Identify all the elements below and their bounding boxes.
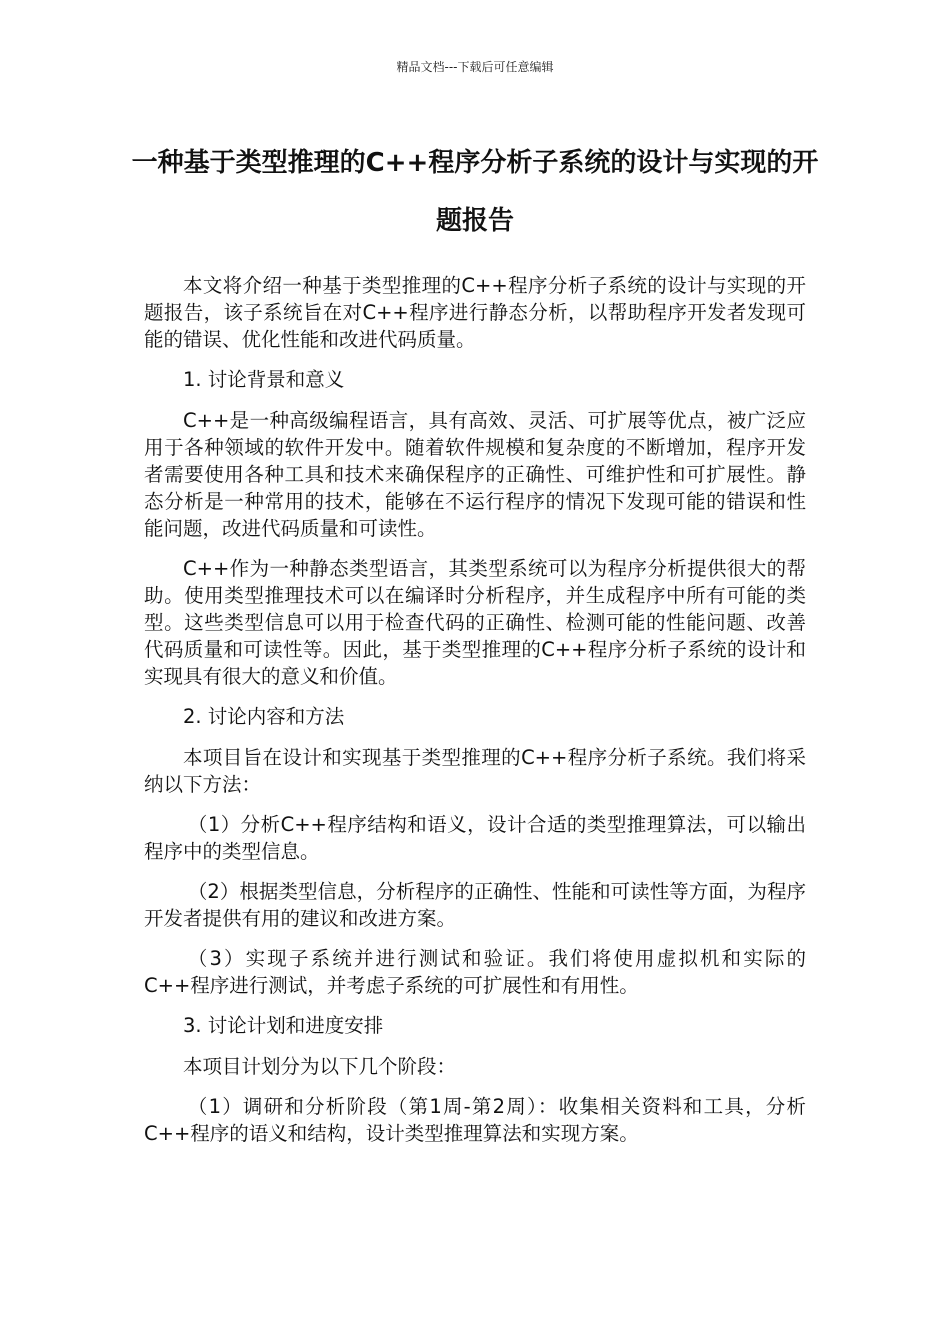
methods-item-3: （3）实现子系统并进行测试和验证。我们将使用虚拟机和实际的C++程序进行测试，并考虑子系统的可扩展性和有用性。: [144, 947, 806, 997]
background-paragraph-2: C++作为一种静态类型语言，其类型系统可以为程序分析提供很大的帮助。使用类型推理技术可以在编译时分析程序，并生成程序中所有可能的类型。这些类型信息可以用于检查代码的正确性、检测可能的性能问题、改善代码质量和可读性等。因此，基于类型推理的C++程序分析子系统的设计和实现具有很大的意义和价值。: [144, 557, 806, 688]
methods-intro-paragraph: 本项目旨在设计和实现基于类型推理的C++程序分析子系统。我们将采纳以下方法：: [144, 746, 806, 796]
methods-item-2: （2）根据类型信息，分析程序的正确性、性能和可读性等方面，为程序开发者提供有用的建议和改进方案。: [144, 880, 806, 930]
header-note: 精品文档---下载后可任意编辑: [396, 60, 554, 74]
methods-item-1: （1）分析C++程序结构和语义，设计合适的类型推理算法，可以输出程序中的类型信息。: [144, 813, 806, 863]
section-heading-background: 1. 讨论背景和意义: [183, 368, 345, 391]
section-heading-schedule: 3. 讨论计划和进度安排: [183, 1014, 384, 1037]
section-heading-methods: 2. 讨论内容和方法: [183, 705, 345, 728]
background-paragraph-1: C++是一种高级编程语言，具有高效、灵活、可扩展等优点，被广泛应用于各种领域的软件开发中。随着软件规模和复杂度的不断增加，程序开发者需要使用各种工具和技术来确保程序的正确性、可维护性和可扩展性。静态分析是一种常用的技术，能够在不运行程序的情况下发现可能的错误和性能问题，改进代码质量和可读性。: [144, 409, 806, 540]
intro-paragraph: 本文将介绍一种基于类型推理的C++程序分析子系统的设计与实现的开题报告，该子系统旨在对C++程序进行静态分析，以帮助程序开发者发现可能的错误、优化性能和改进代码质量。: [144, 274, 806, 351]
document-body: [144, 272, 806, 1160]
schedule-item-1: （1）调研和分析阶段（第1周-第2周）：收集相关资料和工具，分析C++程序的语义和结构，设计类型推理算法和实现方案。: [144, 1095, 806, 1145]
document-title: 一种基于类型推理的C++程序分析子系统的设计与实现的开题报告: [131, 148, 819, 236]
schedule-intro-paragraph: 本项目计划分为以下几个阶段：: [183, 1055, 457, 1078]
